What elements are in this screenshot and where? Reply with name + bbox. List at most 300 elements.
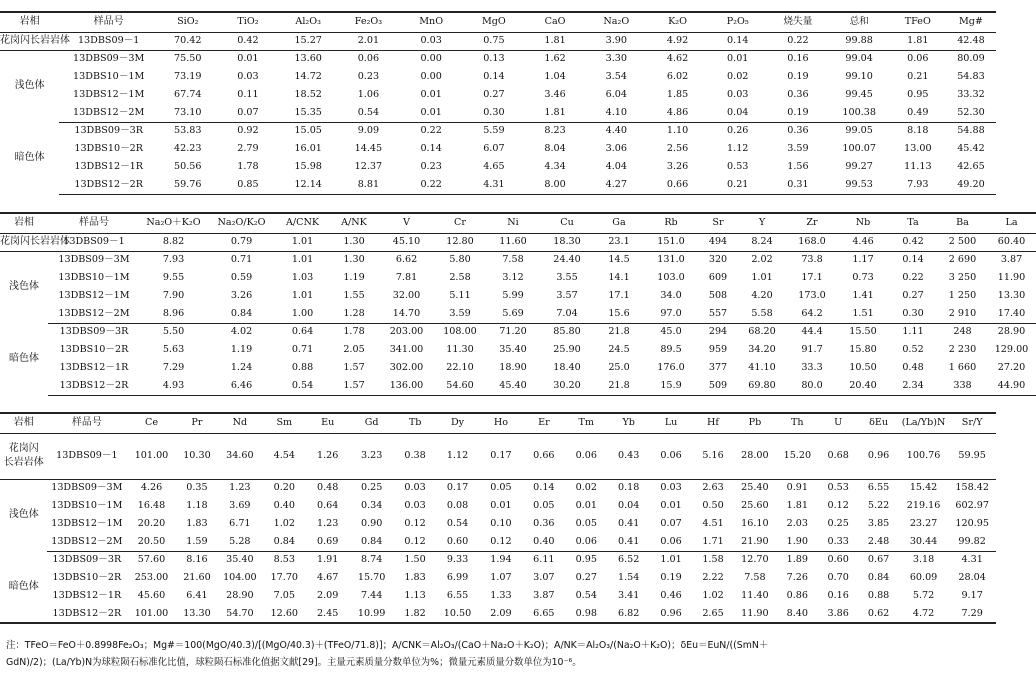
value-cell: 2 910 [938, 305, 987, 323]
value-cell: 11.90 [997, 272, 1026, 284]
value-cell: 0.27 [575, 572, 597, 584]
value-cell: 20.40 [838, 377, 888, 395]
value-cell: 7.58 [744, 572, 766, 584]
value-cell: 4.31 [463, 176, 524, 194]
value-cell: 0.69 [306, 533, 349, 551]
table-row [0, 515, 996, 533]
value-cell: 0.12 [404, 518, 426, 530]
value-cell: 1.23 [317, 518, 339, 530]
table-row [0, 158, 996, 176]
value-cell: 3.30 [605, 53, 627, 65]
value-cell: 219.16 [906, 500, 941, 512]
value-cell: 89.5 [660, 344, 682, 356]
value-cell: 1.81 [786, 500, 809, 512]
value-cell: 1.12 [727, 143, 749, 155]
value-cell: 0.16 [827, 590, 849, 602]
table-row [0, 140, 996, 158]
value-cell: 0.79 [207, 233, 276, 251]
value-cell: 54.88 [957, 125, 985, 137]
value-cell: 101.00 [126, 605, 177, 623]
column-header: 岩相 [0, 413, 47, 433]
value-cell: 15.80 [849, 344, 877, 356]
value-cell: 0.12 [394, 533, 436, 551]
column-header: 样品号 [59, 12, 158, 32]
value-cell: 54.70 [217, 605, 262, 623]
value-cell: 67.74 [174, 89, 202, 101]
value-cell: 2.34 [888, 377, 938, 395]
value-cell: 508 [708, 290, 728, 302]
value-cell: 28.90 [226, 590, 254, 602]
value-cell: 91.7 [801, 344, 823, 356]
value-cell: 3.41 [618, 590, 640, 602]
value-cell: 24.40 [553, 254, 581, 266]
value-cell: 5.16 [693, 433, 733, 479]
value-cell: 0.21 [708, 176, 767, 194]
value-cell: 0.05 [490, 482, 512, 494]
column-header: 岩相 [0, 213, 48, 233]
value-cell: 0.54 [338, 104, 399, 122]
facies-line: 长岩岩体 [3, 457, 44, 468]
value-cell: 2.09 [479, 605, 523, 623]
value-cell: 73.10 [158, 104, 217, 122]
value-cell: 1.57 [329, 377, 379, 395]
value-cell: 11.60 [486, 233, 540, 251]
value-cell: 52.30 [946, 104, 996, 122]
value-cell: 1.02 [273, 518, 295, 530]
value-cell: 4.02 [230, 326, 253, 338]
value-cell: 15.35 [279, 104, 338, 122]
value-cell: 0.01 [237, 53, 259, 65]
value-cell: 0.05 [575, 518, 597, 530]
value-cell: 99.04 [845, 53, 873, 65]
value-cell: 302.00 [389, 362, 424, 374]
value-cell: 320 [708, 254, 728, 266]
value-cell: 45.42 [957, 143, 985, 155]
table-row [0, 323, 1036, 341]
value-cell: 0.53 [827, 482, 849, 494]
sample-id-cell: 13DBS12－1R [52, 590, 122, 602]
sample-id-cell: 13DBS09－3R [59, 326, 129, 338]
value-cell: 3.87 [1000, 254, 1023, 266]
value-cell: 173.0 [798, 290, 826, 302]
value-cell: 104.00 [223, 572, 257, 584]
value-cell: 3.57 [556, 290, 578, 302]
column-header: Zr [786, 213, 838, 233]
value-cell: 1.23 [229, 482, 251, 494]
value-cell: 0.06 [565, 533, 608, 551]
table-row [0, 587, 996, 605]
value-cell: 0.54 [446, 518, 469, 530]
column-header: MnO [399, 12, 463, 32]
value-cell: 42.65 [957, 161, 985, 173]
value-cell: 0.12 [827, 500, 849, 512]
column-header: Th [777, 413, 818, 433]
column-header: Ta [888, 213, 938, 233]
value-cell: 6.52 [618, 554, 640, 566]
value-cell: 7.81 [395, 272, 418, 284]
facies-cell [0, 433, 47, 479]
value-cell: 85.80 [553, 326, 581, 338]
value-cell: 1.78 [237, 161, 259, 173]
value-cell: 44.90 [987, 377, 1036, 395]
value-cell: 9.55 [162, 272, 185, 284]
value-cell: 11.40 [741, 590, 769, 602]
value-cell: 8.40 [777, 605, 818, 623]
value-cell: 54.60 [434, 377, 486, 395]
value-cell: 0.17 [479, 433, 523, 479]
value-cell: 0.86 [786, 590, 809, 602]
sample-id-cell: 13DBS09－3M [58, 254, 130, 266]
value-cell: 294 [708, 326, 728, 338]
column-header: A/NK [329, 213, 379, 233]
value-cell: 3.07 [533, 572, 555, 584]
trace-element-table [0, 212, 1036, 396]
column-header: 烧失量 [767, 12, 828, 32]
value-cell: 17.40 [987, 305, 1036, 323]
sample-id-cell: 13DBS12－1M [58, 290, 130, 302]
value-cell: 0.70 [827, 572, 849, 584]
value-cell: 41.10 [748, 362, 776, 374]
value-cell: 2.79 [237, 143, 259, 155]
value-cell: 0.48 [902, 362, 924, 374]
value-cell: 2 690 [948, 254, 977, 266]
value-cell: 5.72 [912, 590, 935, 602]
value-cell: 10.30 [177, 433, 217, 479]
value-cell: 0.14 [420, 143, 442, 155]
table-row [0, 104, 996, 122]
value-cell: 22.10 [446, 362, 474, 374]
table-row [0, 605, 996, 623]
value-cell: 0.35 [186, 482, 208, 494]
value-cell: 1.85 [666, 89, 689, 101]
value-cell: 0.23 [420, 161, 442, 173]
value-cell: 1.26 [306, 433, 349, 479]
value-cell: 4.40 [605, 125, 627, 137]
value-cell: 0.66 [647, 176, 708, 194]
value-cell: 73.19 [174, 71, 202, 83]
value-cell: 0.66 [523, 433, 564, 479]
value-cell: 4.54 [263, 433, 306, 479]
value-cell: 0.38 [394, 433, 436, 479]
value-cell: 14.5 [608, 254, 630, 266]
sample-id-cell: 13DBS10－1M [51, 500, 123, 512]
value-cell: 42.23 [174, 143, 202, 155]
value-cell: 103.0 [657, 272, 685, 284]
value-cell: 70.42 [158, 32, 217, 50]
value-cell: 0.46 [660, 590, 682, 602]
value-cell: 0.50 [702, 500, 724, 512]
value-cell: 0.06 [565, 433, 608, 479]
value-cell: 203.00 [389, 326, 424, 338]
value-cell: 0.02 [575, 482, 597, 494]
value-cell: 0.53 [727, 161, 749, 173]
column-header: Ni [486, 213, 540, 233]
value-cell: 0.00 [420, 53, 442, 65]
value-cell: 557 [698, 305, 738, 323]
sample-id-cell: 13DBS12－2R [48, 377, 140, 395]
value-cell: 0.36 [787, 125, 809, 137]
column-header: Nb [838, 213, 888, 233]
value-cell: 5.69 [486, 305, 540, 323]
value-cell: 4.46 [838, 233, 888, 251]
value-cell: 0.14 [533, 482, 555, 494]
value-cell: 0.01 [420, 89, 442, 101]
column-header: Ba [938, 213, 987, 233]
value-cell: 0.14 [902, 254, 924, 266]
facies-cell: 浅色体 [14, 80, 45, 92]
value-cell: 35.40 [226, 554, 254, 566]
column-header: MgO [463, 12, 524, 32]
column-header: La [987, 213, 1036, 233]
value-cell: 6.55 [446, 590, 469, 602]
value-cell: 3.59 [434, 305, 486, 323]
value-cell: 0.03 [660, 482, 682, 494]
value-cell: 20.50 [126, 533, 177, 551]
table-row [0, 569, 996, 587]
value-cell: 0.34 [360, 500, 383, 512]
value-cell: 0.75 [463, 32, 524, 50]
value-cell: 28.90 [997, 326, 1026, 338]
value-cell: 3.26 [230, 290, 253, 302]
value-cell: 1.07 [490, 572, 512, 584]
value-cell: 6.62 [395, 254, 418, 266]
value-cell: 0.59 [230, 272, 253, 284]
value-cell: 0.31 [767, 176, 828, 194]
value-cell: 0.84 [349, 533, 393, 551]
value-cell: 0.84 [263, 533, 306, 551]
value-cell: 6.41 [186, 590, 208, 602]
value-cell: 3.23 [349, 433, 393, 479]
value-cell: 12.80 [434, 233, 486, 251]
value-cell: 3.12 [502, 272, 524, 284]
value-cell: 0.88 [291, 362, 314, 374]
value-cell: 34.60 [217, 433, 262, 479]
value-cell: 341.00 [389, 344, 424, 356]
value-cell: 0.98 [565, 605, 608, 623]
value-cell: 0.05 [533, 500, 555, 512]
value-cell: 0.60 [827, 554, 849, 566]
value-cell: 13.60 [294, 53, 322, 65]
column-header: Sr [698, 213, 738, 233]
column-header: Na₂O [586, 12, 647, 32]
sample-id-cell: 13DBS12－1R [74, 161, 143, 173]
value-cell: 0.23 [357, 71, 380, 83]
value-cell: 1.28 [329, 305, 379, 323]
value-cell: 1.94 [490, 554, 512, 566]
value-cell: 120.95 [955, 518, 989, 530]
value-cell: 0.22 [767, 32, 828, 50]
value-cell: 25.60 [741, 500, 769, 512]
value-cell: 6.99 [446, 572, 469, 584]
value-cell: 0.64 [291, 326, 314, 338]
value-cell: 99.45 [845, 89, 873, 101]
value-cell: 0.03 [727, 89, 749, 101]
column-header: Y [738, 213, 786, 233]
value-cell: 1.01 [291, 254, 314, 266]
value-cell: 4.20 [751, 290, 773, 302]
value-cell: 20.20 [137, 518, 166, 530]
value-cell: 23.1 [594, 233, 644, 251]
value-cell: 1.41 [852, 290, 874, 302]
value-cell: 57.60 [137, 554, 166, 566]
value-cell: 34.0 [660, 290, 682, 302]
value-cell: 15.05 [294, 125, 322, 137]
value-cell: 0.52 [902, 344, 924, 356]
value-cell: 7.44 [360, 590, 383, 602]
value-cell: 2 230 [948, 344, 977, 356]
header-row [0, 413, 996, 433]
value-cell: 1.83 [186, 518, 208, 530]
value-cell: 1.83 [404, 572, 426, 584]
ree-table [0, 412, 996, 624]
value-cell: 176.0 [657, 362, 685, 374]
value-cell: 50.56 [174, 161, 202, 173]
value-cell: 8.04 [544, 143, 566, 155]
table-row [0, 551, 996, 569]
value-cell: 4.27 [586, 176, 647, 194]
column-header: Ho [479, 413, 523, 433]
sample-id-cell: 13DBS12－2R [59, 176, 158, 194]
value-cell: 3.46 [544, 89, 566, 101]
column-header: TFeO [890, 12, 946, 32]
sample-id-cell: 13DBS10－1M [58, 272, 130, 284]
value-cell: 4.10 [586, 104, 647, 122]
column-header: Al₂O₃ [279, 12, 338, 32]
value-cell: 5.63 [162, 344, 185, 356]
column-header: 样品号 [47, 413, 126, 433]
value-cell: 0.54 [575, 590, 597, 602]
value-cell: 14.45 [354, 143, 383, 155]
footnote-line-2: GdN)/2)；(La/Yb)N为球粒陨石标准化比值，球粒陨石标准化值据文献[29]。主量元素质量分数单位为%；微量元素质量分数单位为10⁻⁶。 [6, 657, 582, 668]
value-cell: 1.24 [230, 362, 253, 374]
value-cell: 8.00 [524, 176, 585, 194]
column-header: SiO₂ [158, 12, 217, 32]
value-cell: 158.42 [955, 482, 989, 494]
column-header: Na₂O/K₂O [207, 213, 276, 233]
value-cell: 2.22 [702, 572, 724, 584]
value-cell: 15.6 [594, 305, 644, 323]
value-cell: 0.26 [727, 125, 749, 137]
value-cell: 0.14 [483, 71, 505, 83]
value-cell: 1.62 [544, 53, 566, 65]
value-cell: 0.42 [888, 233, 938, 251]
value-cell: 99.10 [845, 71, 873, 83]
value-cell: 18.40 [553, 362, 581, 374]
value-cell: 18.30 [540, 233, 594, 251]
sample-id-cell: 13DBS09－3M [51, 482, 123, 494]
value-cell: 6.11 [533, 554, 555, 566]
value-cell: 97.0 [644, 305, 698, 323]
value-cell: 6.46 [207, 377, 276, 395]
facies-cell: 暗色体 [9, 353, 39, 364]
value-cell: 4.65 [483, 161, 505, 173]
table-row [0, 433, 996, 479]
value-cell: 42.48 [946, 32, 996, 50]
facies-cell: 暗色体 [8, 580, 39, 592]
value-cell: 0.85 [217, 176, 278, 194]
value-cell: 4.67 [317, 572, 339, 584]
value-cell: 8.81 [338, 176, 399, 194]
value-cell: 100.38 [829, 104, 890, 122]
value-cell: 1.01 [660, 554, 682, 566]
value-cell: 1.04 [544, 71, 566, 83]
value-cell: 16.10 [741, 518, 769, 530]
value-cell: 1.13 [404, 590, 426, 602]
column-header: Pr [177, 413, 217, 433]
value-cell: 0.13 [483, 53, 505, 65]
value-cell: 0.03 [404, 500, 426, 512]
value-cell: 15.50 [849, 326, 877, 338]
value-cell: 129.00 [994, 344, 1029, 356]
value-cell: 13.00 [904, 143, 932, 155]
value-cell: 28.04 [958, 572, 986, 584]
value-cell: 1.01 [291, 290, 314, 302]
value-cell: 0.03 [237, 71, 259, 83]
value-cell: 1.59 [177, 533, 217, 551]
column-header: Lu [649, 413, 692, 433]
table-row [0, 251, 1036, 269]
value-cell: 12.70 [741, 554, 769, 566]
value-cell: 8.96 [140, 305, 207, 323]
value-cell: 64.2 [786, 305, 838, 323]
value-cell: 14.1 [608, 272, 630, 284]
column-header: Pb [733, 413, 776, 433]
value-cell: 7.29 [948, 605, 996, 623]
value-cell: 0.41 [608, 533, 649, 551]
value-cell: 377 [708, 362, 728, 374]
value-cell: 6.71 [229, 518, 251, 530]
value-cell: 27.20 [997, 362, 1026, 374]
value-cell: 0.90 [360, 518, 383, 530]
column-header: A/CNK [276, 213, 329, 233]
value-cell: 11.13 [904, 161, 932, 173]
major-element-table [0, 11, 996, 195]
sample-id-cell: 13DBS12－1M [73, 89, 145, 101]
value-cell: 0.84 [207, 305, 276, 323]
value-cell: 0.54 [276, 377, 329, 395]
table-row [0, 32, 996, 50]
value-cell: 5.58 [738, 305, 786, 323]
value-cell: 2.48 [858, 533, 898, 551]
value-cell: 10.50 [436, 605, 478, 623]
facies-cell: 暗色体 [14, 152, 45, 163]
value-cell: 0.64 [317, 500, 339, 512]
value-cell: 12.60 [263, 605, 306, 623]
value-cell: 30.44 [899, 533, 948, 551]
column-header: Dy [436, 413, 478, 433]
value-cell: 3.59 [787, 143, 809, 155]
column-header: 样品号 [48, 213, 140, 233]
value-cell: 45.0 [660, 326, 682, 338]
value-cell: 0.02 [727, 71, 749, 83]
value-cell: 16.48 [137, 500, 166, 512]
value-cell: 13.30 [177, 605, 217, 623]
value-cell: 100.76 [899, 433, 948, 479]
column-header: Fe₂O₃ [338, 12, 399, 32]
value-cell: 0.17 [446, 482, 469, 494]
value-cell: 3.55 [556, 272, 578, 284]
value-cell: 0.01 [575, 500, 597, 512]
value-cell: 2.63 [702, 482, 724, 494]
value-cell: 131.0 [657, 254, 685, 266]
value-cell: 75.50 [174, 53, 202, 65]
value-cell: 0.04 [618, 500, 640, 512]
value-cell: 9.33 [446, 554, 469, 566]
column-header: CaO [524, 12, 585, 32]
value-cell: 0.27 [902, 290, 924, 302]
value-cell: 16.01 [294, 143, 322, 155]
value-cell: 1.19 [230, 344, 253, 356]
